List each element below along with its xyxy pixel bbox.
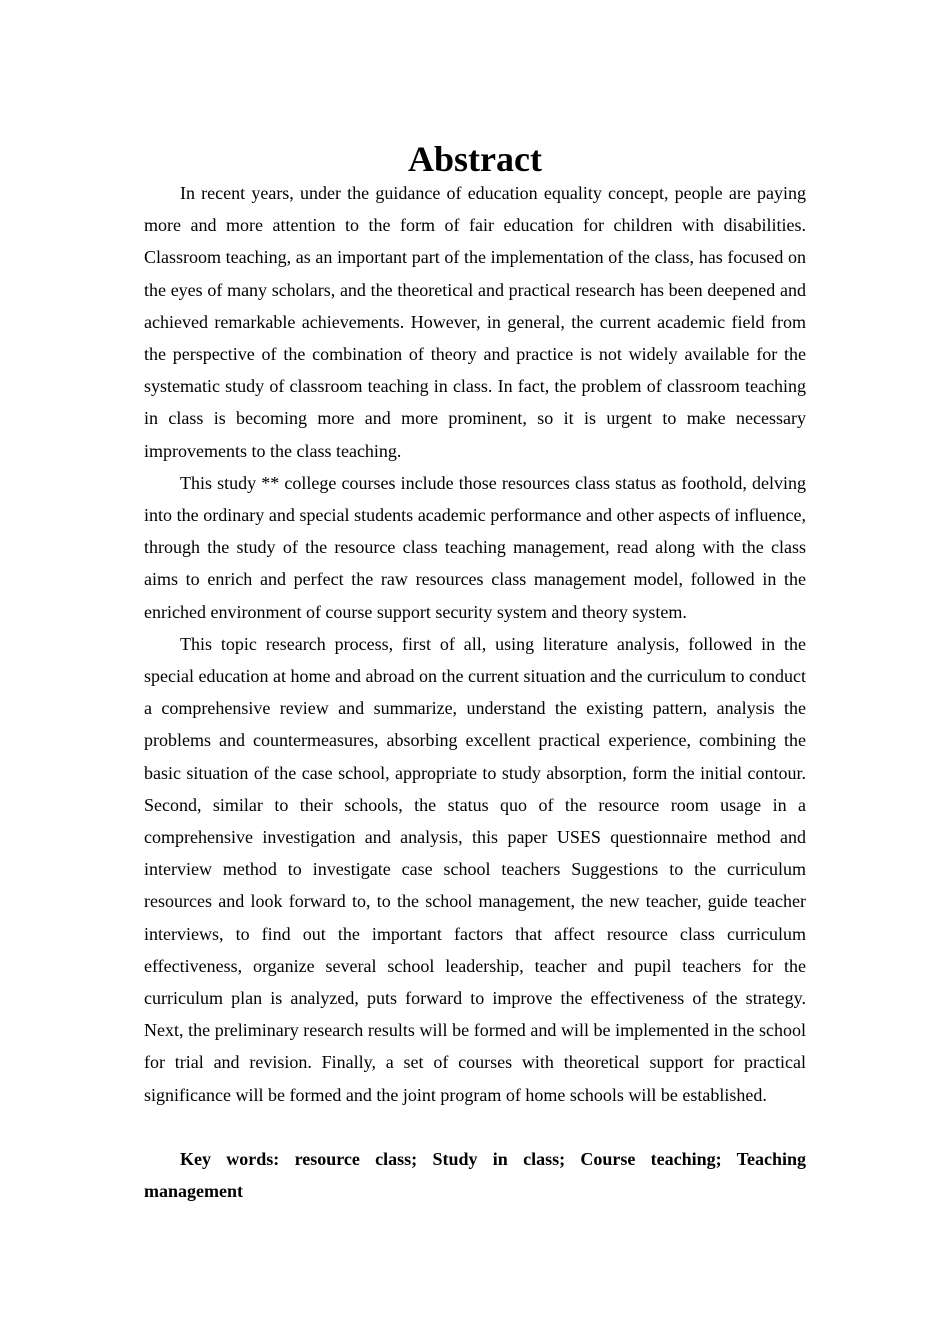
abstract-title: Abstract — [408, 139, 542, 179]
paragraph-spacer — [144, 1111, 806, 1143]
abstract-paragraph-1: In recent years, under the guidance of education equality concept, people are paying more and more attention to the form of fair education for children with disabilities. Classroom teaching, as an important part of the implementation of the class, has focused on the eyes of many scholars, and the theoretical and practical research has been deepened and achieved remarkable achievements. However, in general, the current academic field from the perspective of the combination of theory and practice is not widely available for the systematic study of classroom teaching in class. In fact, the problem of classroom teaching in class is becoming more and more prominent, so it is urgent to make necessary improvements to the class teaching. — [144, 183, 806, 461]
keywords-line: Key words: resource class; Study in class; Course teaching; Teaching management — [144, 1148, 806, 1202]
abstract-paragraph-2: This study ** college courses include those resources class status as foothold, delving into the ordinary and special students academic performance and other aspects of influence, through the study of the resource class teaching management, read along with the class aims to enrich and perfect the raw resources class management model, followed in the enriched environment of course support security system and theory system. — [144, 472, 806, 622]
abstract-page — [144, 139, 806, 1207]
abstract-paragraph-3: This topic research process, first of all, using literature analysis, followed in the special education at home and abroad on the current situation and the curriculum to conduct a comprehensive review and summarize, understand the existing pattern, analysis the problems and countermeasures, absorbing excellent practical experience, combining the basic situation of the case school, appropriate to study absorption, form the initial contour. Second, similar to their schools, the status quo of the resource room usage in a comprehensive investigation and analysis, this paper USES questionnaire method and interview method to investigate case school teachers Suggestions to the curriculum resources and look forward to, to the school management, the new teacher, guide teacher interviews, to find out the important factors that affect resource class curriculum effectiveness, organize several school leadership, teacher and pupil teachers for the curriculum plan is analyzed, puts forward to improve the effectiveness of the strategy. Next, the preliminary research results will be formed and will be implemented in the school for trial and revision. Finally, a set of courses with theoretical support for practical significance will be formed and the joint program of home schools will be established. — [144, 633, 806, 1105]
